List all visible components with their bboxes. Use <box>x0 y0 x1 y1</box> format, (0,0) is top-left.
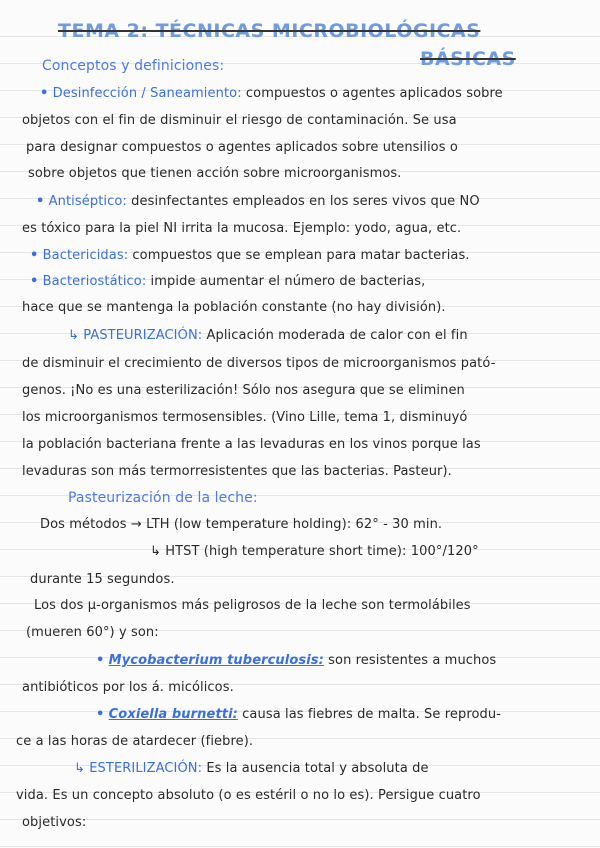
page-title-line2 <box>420 48 516 70</box>
bullet-icon: • <box>30 248 39 263</box>
coxiella-line1 <box>96 707 501 722</box>
arrow-down-right-icon: ↳ <box>150 544 161 559</box>
myco-line2: antibióticos por los á. micólicos. <box>22 680 234 695</box>
page-title <box>58 20 480 42</box>
pasteurizacion-line2: de disminuir el crecimiento de diversos tipos de microorganismos pató- <box>22 356 496 371</box>
leche-line1: Los dos μ-organismos más peligrosos de la leche son termolábiles <box>34 598 471 613</box>
bactericidas-text1: compuestos que se emplean para matar bacterias. <box>128 248 470 263</box>
coxiella-text1: causa las fiebres de malta. Se reprodu- <box>237 707 502 722</box>
term-pasteurizacion: PASTEURIZACIÓN: <box>83 328 203 343</box>
term-bactericidas: Bactericidas: <box>42 248 129 263</box>
desinfeccion-text1: compuestos o agentes aplicados sobre <box>241 86 503 101</box>
myco-line1 <box>96 653 496 668</box>
bullet-icon: • <box>96 653 105 668</box>
leche-durante: durante 15 segundos. <box>30 572 175 587</box>
bullet-icon: • <box>40 86 49 101</box>
title-line2: BÁSICAS <box>420 48 516 70</box>
pasteurizacion-text1: Aplicación moderada de calor con el fin <box>202 328 468 343</box>
pasteurizacion-line3: genos. ¡No es una esterilización! Sólo nos asegura que se eliminen <box>22 383 465 398</box>
arrow-right-icon: → <box>130 517 142 532</box>
term-mycobacterium: Mycobacterium tuberculosis: <box>108 653 324 668</box>
term-bacteriostatico: Bacteriostático: <box>42 274 147 289</box>
metodos-label: Dos métodos <box>40 517 127 532</box>
term-esterilizacion: ESTERILIZACIÓN: <box>89 761 203 776</box>
desinfeccion-line1 <box>40 86 503 101</box>
arrow-icon: ↳ <box>74 761 85 776</box>
title-line1: TEMA 2: TÉCNICAS MICROBIOLÓGICAS <box>58 20 481 42</box>
desinfeccion-line4: sobre objetos que tienen acción sobre microorganismos. <box>28 166 402 181</box>
bullet-icon: • <box>96 707 105 722</box>
pasteurizacion-line4: los microorganismos termosensibles. (Vino Lille, tema 1, disminuyó <box>22 410 468 425</box>
bacteriostatico-text1: impide aumentar el número de bacterias, <box>146 274 426 289</box>
pasteurizacion-line5: la población bacteriana frente a las levaduras en los vinos porque las <box>22 437 481 452</box>
antiseptico-line1 <box>36 194 480 209</box>
antiseptico-text1: desinfectantes empleados en los seres vivos que NO <box>126 194 480 209</box>
esterilizacion-line2: vida. Es un concepto absoluto (o es estéril o no lo es). Persigue cuatro <box>16 788 481 803</box>
bullet-icon: • <box>30 274 39 289</box>
term-desinfeccion: Desinfección / Saneamiento: <box>52 86 242 101</box>
leche-heading: Pasteurización de la leche: <box>68 490 258 506</box>
leche-metodos-line <box>40 517 442 532</box>
coxiella-line2: ce a las horas de atardecer (fiebre). <box>16 734 254 749</box>
section-subtitle: Conceptos y definiciones: <box>42 58 225 74</box>
term-coxiella: Coxiella burnetti: <box>108 707 238 722</box>
myco-text1: son resistentes a muchos <box>323 653 497 668</box>
bacteriostatico-line1 <box>30 274 425 289</box>
bullet-icon: • <box>36 194 45 209</box>
bactericidas-line1 <box>30 248 470 263</box>
arrow-icon: ↳ <box>68 328 79 343</box>
pasteurizacion-line6: levaduras son más termorresistentes que las bacterias. Pasteur). <box>22 464 452 479</box>
pasteurizacion-line1 <box>68 328 468 343</box>
desinfeccion-line3: para designar compuestos o agentes aplicados sobre utensilios o <box>26 140 458 155</box>
lth-method: LTH (low temperature holding): 62° - 30 min. <box>146 517 443 532</box>
htst-method: HTST (high temperature short time): 100°/120° <box>165 544 479 559</box>
bacteriostatico-line2: hace que se mantenga la población constante (no hay división). <box>22 300 446 315</box>
esterilizacion-text1: Es la ausencia total y absoluta de <box>202 761 429 776</box>
term-antiseptico: Antiséptico: <box>48 194 127 209</box>
desinfeccion-line2: objetos con el fin de disminuir el riesgo de contaminación. Se usa <box>22 113 457 128</box>
esterilizacion-line3: objetivos: <box>22 815 87 830</box>
antiseptico-line2: es tóxico para la piel NI irrita la mucosa. Ejemplo: yodo, agua, etc. <box>22 221 462 236</box>
leche-htst-line <box>150 544 479 559</box>
leche-line2: (mueren 60°) y son: <box>26 625 159 640</box>
esterilizacion-line1 <box>74 761 429 776</box>
